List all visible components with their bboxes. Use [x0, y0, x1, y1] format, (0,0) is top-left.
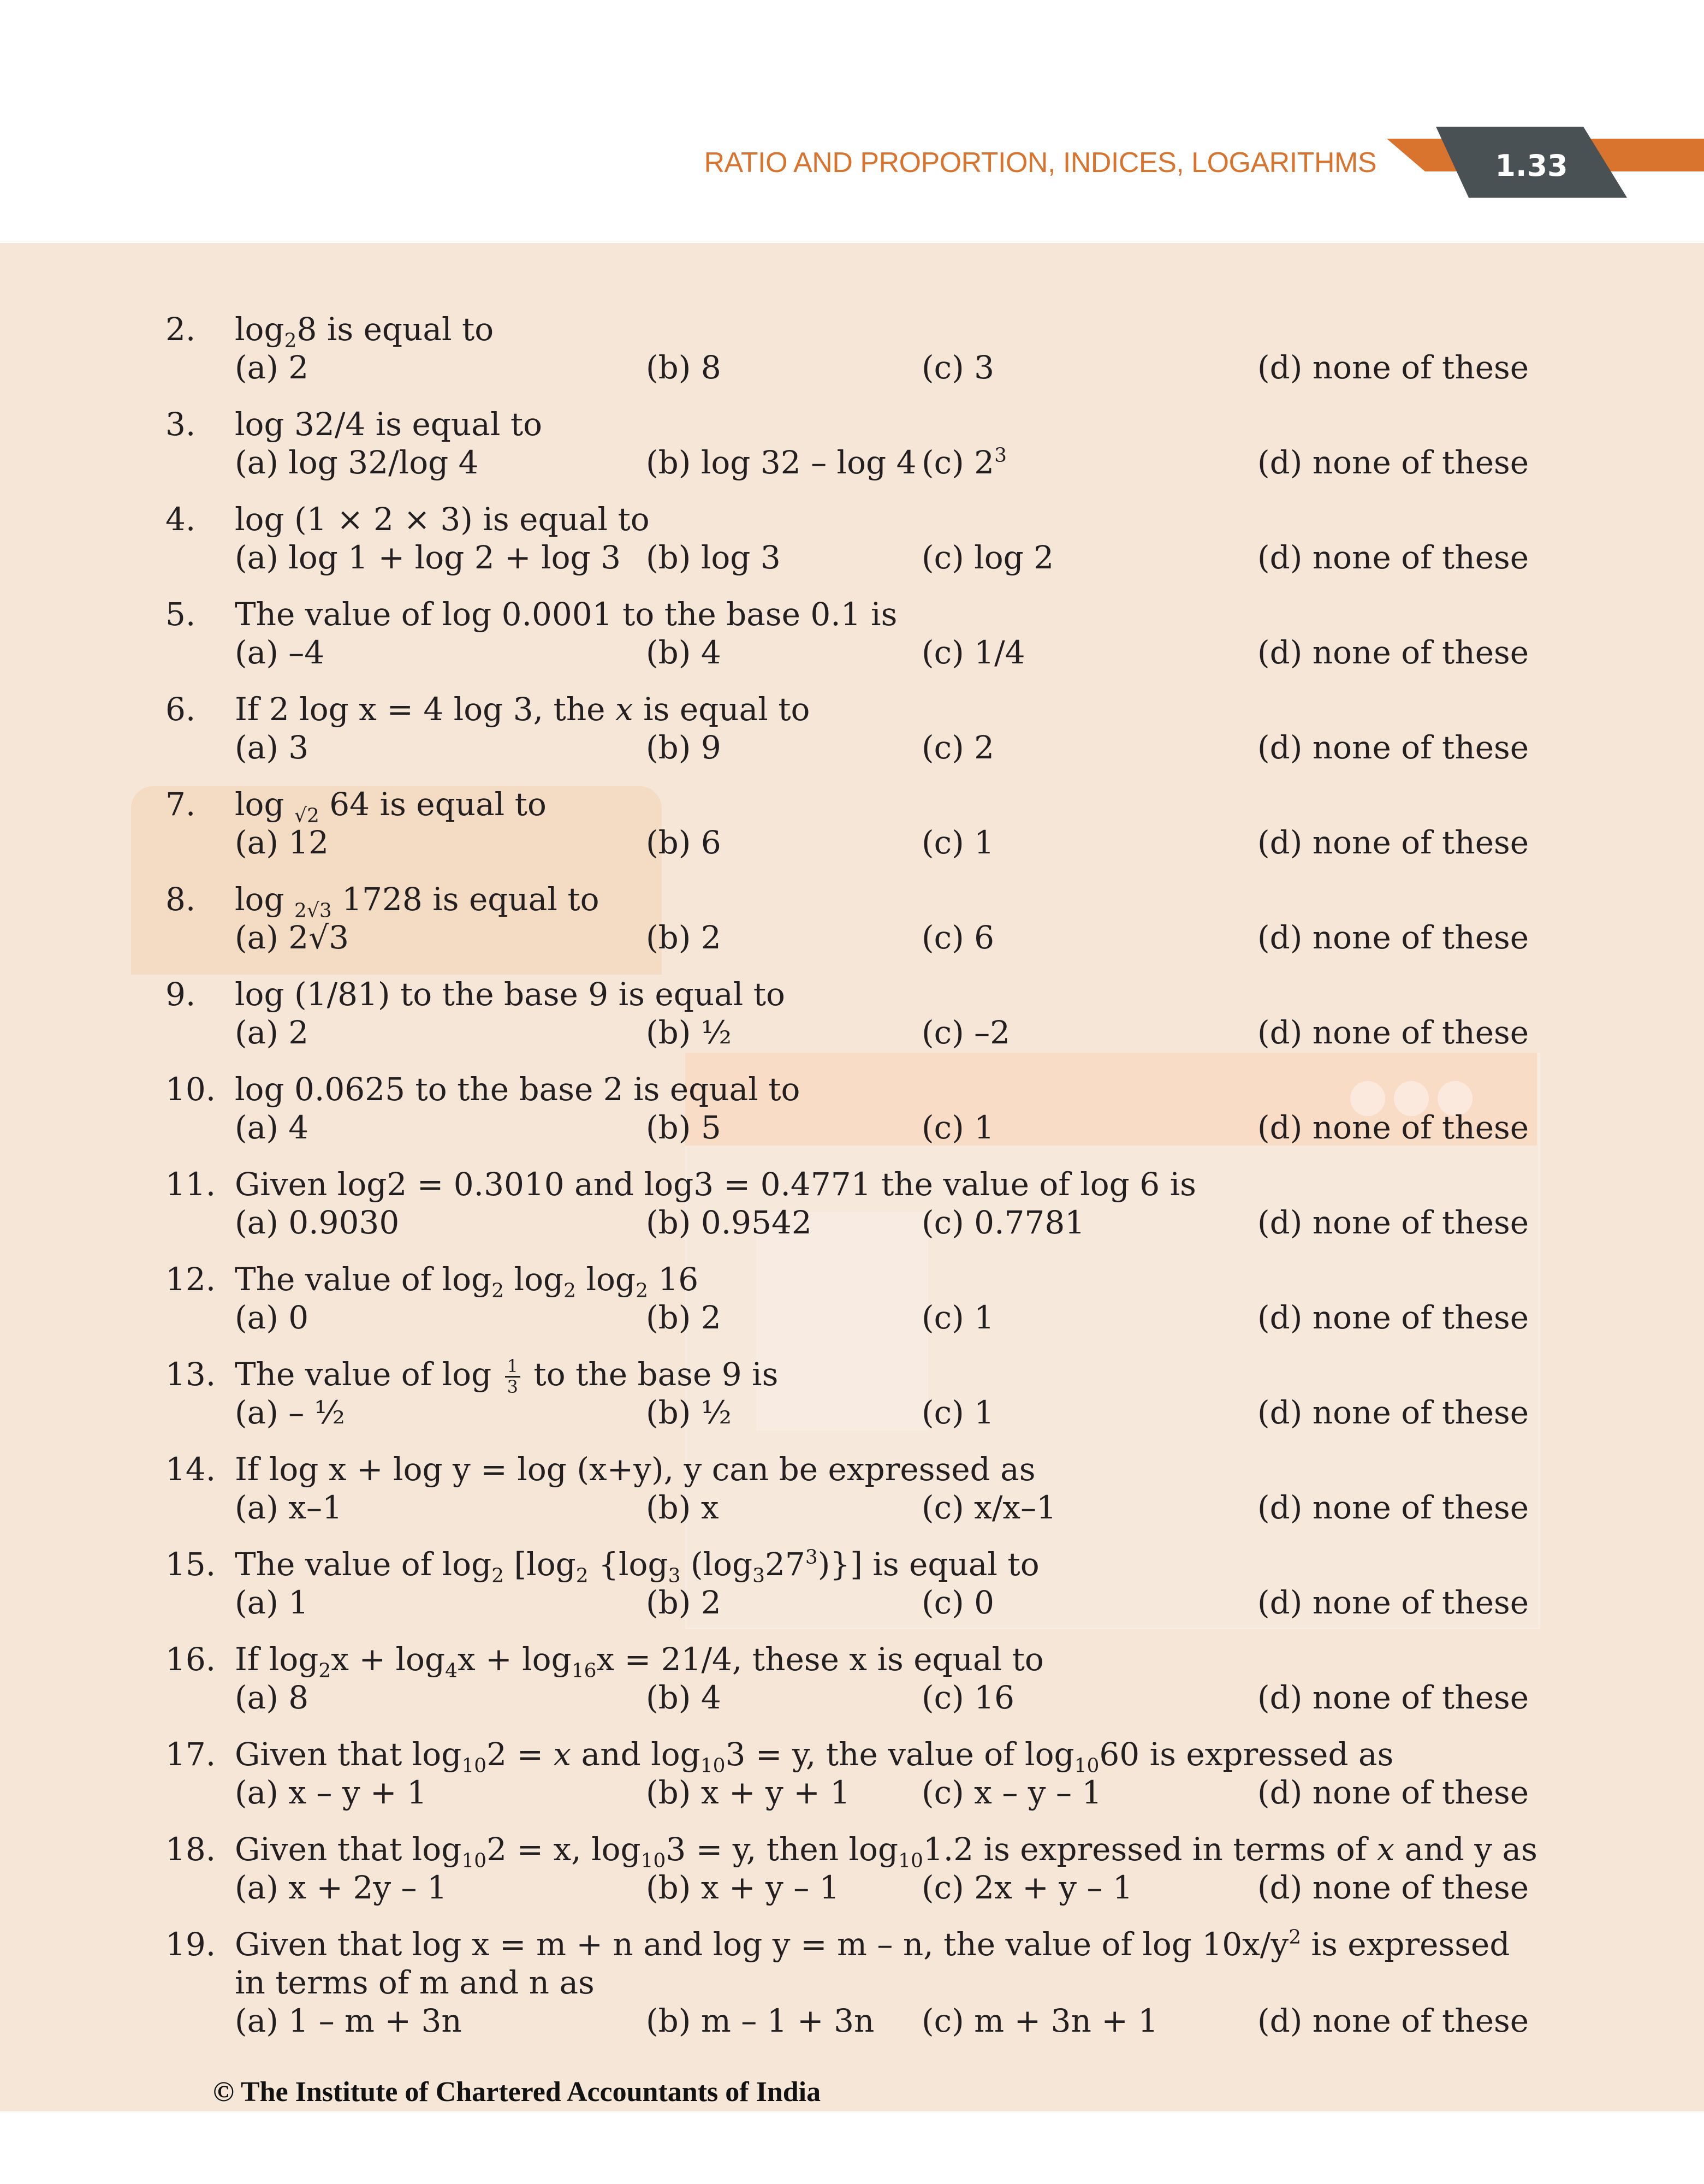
fraction: $\frac{1}{3}$: [505, 1358, 520, 1397]
question-7: [0, 785, 1704, 873]
question-12: [0, 1260, 1704, 1348]
option-c: (c) 16: [922, 1679, 1014, 1716]
question-stem: log 32/4 is equal to: [235, 406, 543, 443]
option-b: (b) 9: [646, 729, 721, 766]
question-stem: If $\log_2x + \log_4x + \log_{16}x = 21/4$, these x is equal to: [235, 1641, 1044, 1682]
question-stem: If log x + log y = log (x+y), y can be expressed as: [235, 1451, 1036, 1488]
option-a: (a) log 1 + log 2 + log 3: [235, 539, 621, 576]
question-3: [0, 405, 1704, 492]
question-stem: log (1 × 2 × 3) is equal to: [235, 501, 650, 538]
question-number: 18.: [165, 1831, 216, 1868]
option-a: (a) 1 – m + 3n: [235, 2002, 462, 2039]
question-number: 8.: [165, 881, 196, 918]
option-c: (c) x/x–1: [922, 1489, 1057, 1526]
question-2: [0, 310, 1704, 397]
question-number: 19.: [165, 1926, 216, 1963]
option-b: (b) 4: [646, 1679, 721, 1716]
option-c: (c) 6: [922, 919, 995, 956]
question-9: [0, 975, 1704, 1063]
option-d: (d) none of these: [1257, 2002, 1529, 2039]
option-a: (a) x–1: [235, 1489, 342, 1526]
question-number: 17.: [165, 1736, 216, 1773]
question-number: 9.: [165, 976, 196, 1013]
option-a: (a) x – y + 1: [235, 1774, 427, 1811]
option-d: (d) none of these: [1257, 1774, 1529, 1811]
option-b: (b) 5: [646, 1109, 721, 1146]
option-a: (a) log 32/log 4: [235, 444, 479, 481]
option-b: (b) 2: [646, 1584, 721, 1621]
option-c: (c) 2x + y – 1: [922, 1869, 1133, 1906]
question-stem: log 0.0625 to the base 2 is equal to: [235, 1071, 800, 1108]
question-11: [0, 1165, 1704, 1253]
question-stem: The value of log $\frac{1}{3}$ to the base 9 is: [235, 1355, 779, 1398]
question-stem: Given log2 = 0.3010 and log3 = 0.4771 the value of log 6 is: [235, 1166, 1196, 1203]
option-c: (c) 1: [922, 824, 995, 861]
option-b: (b) 2: [646, 919, 721, 956]
option-a: (a) 12: [235, 824, 329, 861]
option-b: (b) 0.9542: [646, 1204, 812, 1241]
option-a: (a) 1: [235, 1584, 309, 1621]
option-d: (d) none of these: [1257, 919, 1529, 956]
option-b: (b) 6: [646, 824, 721, 861]
option-c: (c) m + 3n + 1: [922, 2002, 1159, 2039]
question-stem: The value of log 0.0001 to the base 0.1 is: [235, 596, 898, 633]
question-number: 14.: [165, 1451, 216, 1488]
option-b: (b) x + y – 1: [646, 1869, 840, 1906]
question-stem: log $_{2√3}$ 1728 is equal to: [235, 881, 599, 922]
question-4: [0, 500, 1704, 587]
option-a: (a) – ½: [235, 1394, 345, 1431]
question-6: [0, 690, 1704, 778]
option-d: (d) none of these: [1257, 729, 1529, 766]
option-c: (c) $2^3$: [922, 444, 1007, 481]
running-title: RATIO AND PROPORTION, INDICES, LOGARITHMS: [704, 147, 1376, 179]
option-a: (a) –4: [235, 634, 325, 671]
question-number: 12.: [165, 1261, 216, 1298]
question-stem: The value of $\log_2 \log_2 \log_2 16$: [235, 1261, 699, 1302]
option-d: (d) none of these: [1257, 1584, 1529, 1621]
option-b: (b) m – 1 + 3n: [646, 2002, 875, 2039]
option-c: (c) 1: [922, 1109, 995, 1146]
option-b: (b) x: [646, 1489, 719, 1526]
option-c: (c) 1: [922, 1299, 995, 1336]
page-number: 1.33: [1495, 149, 1568, 183]
question-19: [0, 1925, 1704, 2051]
option-a: (a) 2√3: [235, 919, 349, 956]
question-stem: If 2 log x = 4 log 3, the x is equal to: [235, 691, 810, 728]
option-b: (b) ½: [646, 1394, 732, 1431]
option-d: (d) none of these: [1257, 1204, 1529, 1241]
option-a: (a) 2: [235, 1014, 309, 1051]
option-b: (b) ½: [646, 1014, 732, 1051]
question-18: [0, 1830, 1704, 1918]
question-stem: Given that log x = m + n and log y = m – n, the value of $\log 10x/y^2$ is expressed in terms of m and n as: [235, 1926, 1510, 2001]
option-d: (d) none of these: [1257, 1679, 1529, 1716]
question-5: [0, 595, 1704, 682]
option-d: (d) none of these: [1257, 1869, 1529, 1906]
option-d: (d) none of these: [1257, 1299, 1529, 1336]
option-c: (c) 1: [922, 1394, 995, 1431]
option-b: (b) 2: [646, 1299, 721, 1336]
option-a: (a) x + 2y – 1: [235, 1869, 447, 1906]
option-d: (d) none of these: [1257, 1489, 1529, 1526]
question-16: [0, 1640, 1704, 1728]
option-a: (a) 4: [235, 1109, 309, 1146]
option-d: (d) none of these: [1257, 824, 1529, 861]
question-number: 6.: [165, 691, 196, 728]
option-c: (c) 3: [922, 349, 995, 386]
question-number: 3.: [165, 406, 196, 443]
option-a: (a) 8: [235, 1679, 309, 1716]
question-number: 15.: [165, 1546, 216, 1583]
question-number: 10.: [165, 1071, 216, 1108]
question-stem: Given that $\log_{10}2 = x$, $\log_{10}3 = y$, then $\log_{10}1.2$ is expressed in terms of x and y as: [235, 1831, 1537, 1872]
option-d: (d) none of these: [1257, 1394, 1529, 1431]
question-number: 4.: [165, 501, 196, 538]
option-c: (c) 2: [922, 729, 995, 766]
option-c: (c) –2: [922, 1014, 1011, 1051]
question-15: [0, 1545, 1704, 1633]
option-a: (a) 0: [235, 1299, 309, 1336]
option-c: (c) 0.7781: [922, 1204, 1085, 1241]
option-c: (c) 0: [922, 1584, 995, 1621]
option-c: (c) x – y – 1: [922, 1774, 1102, 1811]
option-d: (d) none of these: [1257, 539, 1529, 576]
question-number: 16.: [165, 1641, 216, 1678]
question-stem: The value of $\log_2 [\log_2$ {$\log_3$ $(\log_327^3)$}] is equal to: [235, 1546, 1040, 1587]
question-number: 11.: [165, 1166, 216, 1203]
question-stem: log $_{√2}$ 64 is equal to: [235, 786, 547, 827]
option-a: (a) 2: [235, 349, 309, 386]
question-14: [0, 1450, 1704, 1538]
question-8: [0, 880, 1704, 968]
question-stem: $\log_28$ is equal to: [235, 311, 494, 352]
question-stem: Given that $\log_{10}2 = x$ and $\log_{10}3 = y$, the value of $\log_{10}60$ is expressed as: [235, 1736, 1394, 1777]
option-b: (b) x + y + 1: [646, 1774, 851, 1811]
option-b: (b) log 32 – log 4: [646, 444, 917, 481]
question-number: 5.: [165, 596, 196, 633]
question-stem: log (1/81) to the base 9 is equal to: [235, 976, 785, 1013]
option-a: (a) 0.9030: [235, 1204, 400, 1241]
option-c: (c) 1/4: [922, 634, 1025, 671]
option-a: (a) 3: [235, 729, 309, 766]
option-c: (c) log 2: [922, 539, 1054, 576]
option-d: (d) none of these: [1257, 1109, 1529, 1146]
question-17: [0, 1735, 1704, 1823]
question-number: 2.: [165, 311, 196, 348]
option-b: (b) 4: [646, 634, 721, 671]
option-b: (b) 8: [646, 349, 721, 386]
option-d: (d) none of these: [1257, 349, 1529, 386]
question-number: 13.: [165, 1356, 216, 1393]
question-number: 7.: [165, 786, 196, 823]
question-13: [0, 1355, 1704, 1443]
option-d: (d) none of these: [1257, 1014, 1529, 1051]
option-b: (b) log 3: [646, 539, 781, 576]
option-d: (d) none of these: [1257, 444, 1529, 481]
question-10: [0, 1070, 1704, 1158]
option-d: (d) none of these: [1257, 634, 1529, 671]
copyright-footer: © The Institute of Chartered Accountants of India: [213, 2076, 821, 2108]
